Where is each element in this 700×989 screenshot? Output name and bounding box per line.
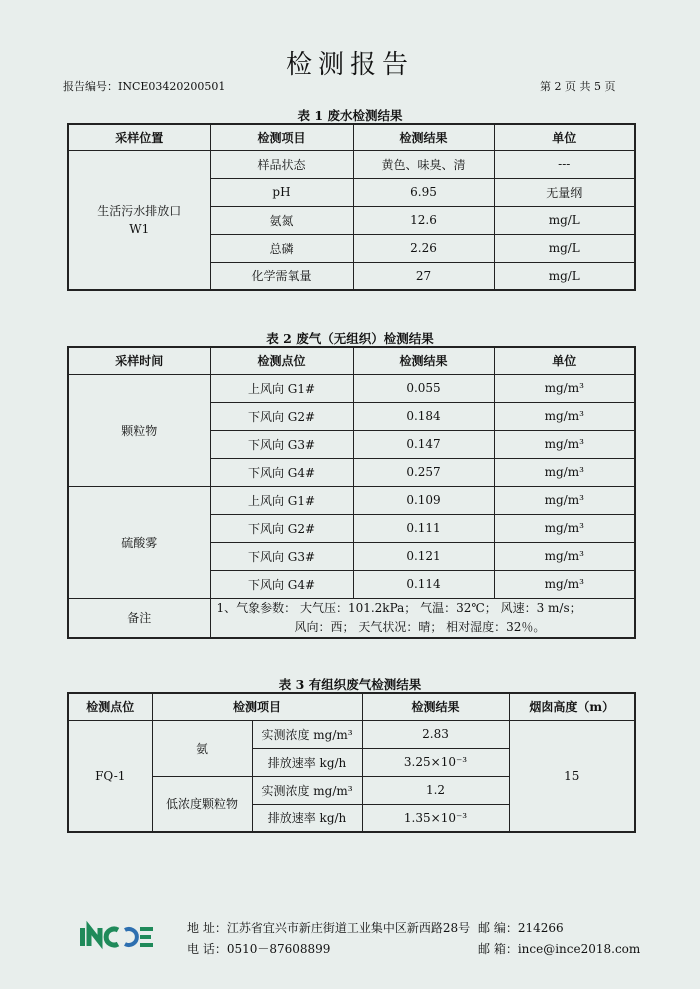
table-cell: 实测浓度 mg/m³ bbox=[252, 776, 362, 804]
table-cell: 下风向 G2# bbox=[210, 514, 353, 542]
table-cell: 1.35×10⁻³ bbox=[362, 804, 509, 832]
header-cell: 单位 bbox=[494, 347, 635, 374]
logo-text: INCE bbox=[78, 954, 81, 955]
chimney-height: 15 bbox=[509, 720, 635, 832]
ince-logo bbox=[78, 920, 158, 954]
table-cell: 0.109 bbox=[353, 486, 494, 514]
remark-label: 备注 bbox=[68, 598, 210, 638]
table-cell: 上风向 G1# bbox=[210, 374, 353, 402]
table-cell: 总磷 bbox=[210, 234, 353, 262]
table-cell: mg/m³ bbox=[494, 570, 635, 598]
footer-postcode: 邮 编：214266 bbox=[478, 921, 564, 935]
table-cell: 排放速率 kg/h bbox=[252, 748, 362, 776]
monitoring-point: FQ-1 bbox=[68, 720, 152, 832]
table-cell: 下风向 G4# bbox=[210, 458, 353, 486]
table-cell: 氨氮 bbox=[210, 206, 353, 234]
table-cell: 2.83 bbox=[362, 720, 509, 748]
exhaust-unorganized-table bbox=[67, 346, 636, 639]
table2-caption: 表 2 废气（无组织）检测结果 bbox=[266, 331, 434, 346]
sampling-location bbox=[68, 150, 210, 290]
wastewater-table bbox=[67, 123, 636, 291]
table-cell: 0.111 bbox=[353, 514, 494, 542]
header-cell: 烟囱高度（m） bbox=[509, 693, 635, 720]
table1-caption: 表 1 废水检测结果 bbox=[297, 108, 403, 123]
table-cell: 6.95 bbox=[353, 178, 494, 206]
table-cell: 0.055 bbox=[353, 374, 494, 402]
header-cell: 采样位置 bbox=[68, 124, 210, 150]
header-cell: 单位 bbox=[494, 124, 635, 150]
table-cell: 2.26 bbox=[353, 234, 494, 262]
weather-params: 1、气象参数： 大气压：101.2kPa； 气温：32℃； 风速：3 m/s； bbox=[216, 600, 582, 615]
header-cell: 检测结果 bbox=[362, 693, 509, 720]
table-cell: 1.2 bbox=[362, 776, 509, 804]
table-cell: 0.257 bbox=[353, 458, 494, 486]
header-cell: 检测项目 bbox=[152, 693, 362, 720]
table-cell: 12.6 bbox=[353, 206, 494, 234]
weather-conditions: 风向：西； 天气状况：晴； 相对湿度：32％。 bbox=[294, 619, 546, 634]
table-cell: 样品状态 bbox=[210, 150, 353, 178]
pollutant-name: 低浓度颗粒物 bbox=[152, 776, 252, 832]
table-cell: 下风向 G4# bbox=[210, 570, 353, 598]
table-cell: 下风向 G3# bbox=[210, 430, 353, 458]
report-number: 报告编号：INCE03420200501 bbox=[63, 80, 226, 93]
remark-text bbox=[210, 598, 635, 638]
header-cell: 检测结果 bbox=[353, 124, 494, 150]
page-title: 检测报告 bbox=[285, 50, 414, 80]
header-cell: 检测点位 bbox=[68, 693, 152, 720]
pollutant-name: 硫酸雾 bbox=[68, 486, 210, 598]
table-cell: mg/m³ bbox=[494, 458, 635, 486]
table-cell: mg/m³ bbox=[494, 402, 635, 430]
footer-phone: 电 话：0510－87608899 bbox=[187, 942, 331, 956]
header-cell: 采样时间 bbox=[68, 347, 210, 374]
table-cell: 无量纲 bbox=[494, 178, 635, 206]
footer-email: 邮 箱：ince@ince2018.com bbox=[478, 942, 641, 956]
table-cell: mg/m³ bbox=[494, 430, 635, 458]
table-cell: mg/m³ bbox=[494, 374, 635, 402]
footer-address: 地 址：江苏省宜兴市新庄街道工业集中区新西路28号 bbox=[187, 921, 471, 935]
header-cell: 检测项目 bbox=[210, 124, 353, 150]
table-cell: 0.184 bbox=[353, 402, 494, 430]
table-cell: 下风向 G3# bbox=[210, 542, 353, 570]
table-cell: 化学需氧量 bbox=[210, 262, 353, 290]
location-name: 生活污水排放口 bbox=[97, 203, 182, 218]
table-cell: 上风向 G1# bbox=[210, 486, 353, 514]
pollutant-name: 氨 bbox=[152, 720, 252, 776]
table-cell: 0.147 bbox=[353, 430, 494, 458]
table-cell: 3.25×10⁻³ bbox=[362, 748, 509, 776]
header-cell: 检测点位 bbox=[210, 347, 353, 374]
table-cell: 0.114 bbox=[353, 570, 494, 598]
table-cell: 实测浓度 mg/m³ bbox=[252, 720, 362, 748]
exhaust-organized-table bbox=[67, 692, 636, 833]
table-cell: mg/m³ bbox=[494, 542, 635, 570]
table-cell: 27 bbox=[353, 262, 494, 290]
table-cell: mg/L bbox=[494, 206, 635, 234]
table-cell: 下风向 G2# bbox=[210, 402, 353, 430]
page-indicator: 第 2 页 共 5 页 bbox=[540, 80, 616, 93]
table-cell: pH bbox=[210, 178, 353, 206]
table3-caption: 表 3 有组织废气检测结果 bbox=[278, 677, 422, 692]
location-code: W1 bbox=[129, 221, 150, 236]
table-cell: 黄色、味臭、清 bbox=[353, 150, 494, 178]
table-cell: 排放速率 kg/h bbox=[252, 804, 362, 832]
table-cell: mg/m³ bbox=[494, 514, 635, 542]
table-cell: mg/m³ bbox=[494, 486, 635, 514]
pollutant-name: 颗粒物 bbox=[68, 374, 210, 486]
table-cell: mg/L bbox=[494, 234, 635, 262]
table-cell: mg/L bbox=[494, 262, 635, 290]
table-cell: 0.121 bbox=[353, 542, 494, 570]
table-cell: --- bbox=[494, 150, 635, 178]
header-cell: 检测结果 bbox=[353, 347, 494, 374]
